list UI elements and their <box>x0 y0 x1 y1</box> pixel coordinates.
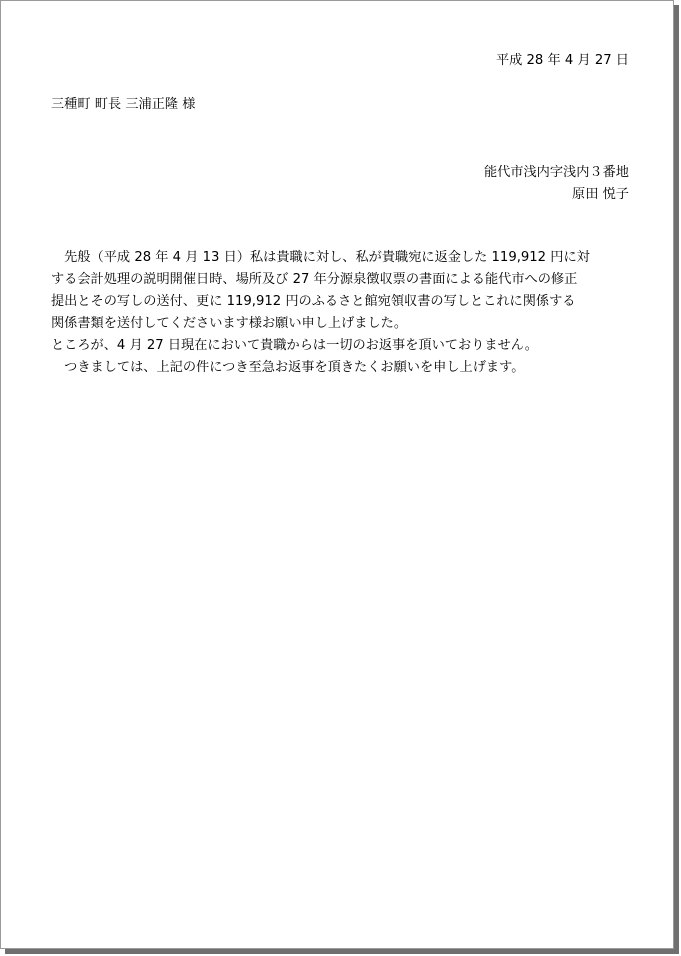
body-line: つきましては、上記の件につき至急お返事を頂きたくお願いを申し上げます。 <box>51 360 525 375</box>
body-line: ところが、4 月 27 日現在において貴職からは一切のお返事を頂いておりません。 <box>51 338 538 353</box>
body-line: する会計処理の説明開催日時、場所及び 27 年分源泉徴収票の書面による能代市への修正 <box>51 272 578 287</box>
letter-date: 平成 28 年 4 月 27 日 <box>495 53 629 68</box>
body-line: 先般（平成 28 年 4 月 13 日）私は貴職に対し、私が貴職宛に返金した 119,912 円に対 <box>51 250 590 265</box>
sender-name: 原田 悦子 <box>572 187 629 202</box>
sender-address: 能代市浅内字浅内３番地 <box>483 165 629 180</box>
body-line: 提出とその写しの送付、更に 119,912 円のふるさと館宛領収書の写しとこれに関係する <box>51 294 576 309</box>
letter-body <box>51 247 633 379</box>
body-line: 関係書類を送付してくださいます様お願い申し上げました。 <box>51 316 408 331</box>
letter-recipient: 三種町 町長 三浦正隆 様 <box>51 97 196 112</box>
